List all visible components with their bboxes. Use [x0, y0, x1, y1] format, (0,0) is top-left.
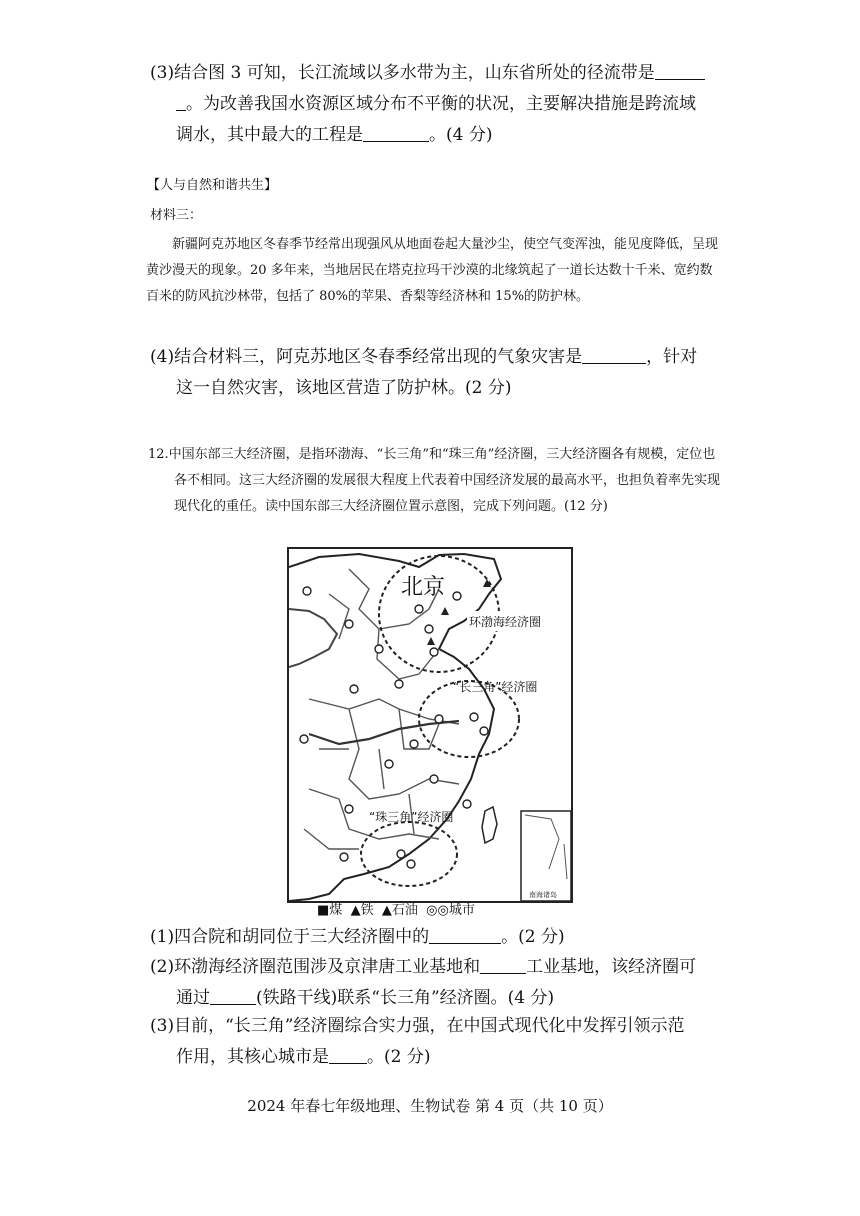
city-marker: [463, 800, 471, 808]
answer-blank-runoff-zone-cont: [176, 93, 186, 111]
q12-3-c: 。(2 分): [367, 1047, 431, 1067]
economic-circles-map: [287, 547, 573, 903]
city-marker: [410, 740, 418, 748]
yangtze-circle-label: “长三角”经济圈: [453, 680, 538, 694]
city-marker: [435, 715, 443, 723]
city-marker: [375, 645, 383, 653]
inset-label: 南海诸岛: [529, 891, 557, 899]
city-marker: [345, 805, 353, 813]
answer-blank-disaster[interactable]: [582, 346, 646, 364]
inset-box: [521, 811, 571, 901]
q11-4-c: 这一自然灾害，该地区营造了防护林。(2 分): [176, 378, 512, 398]
q12-2-c: 通过: [176, 988, 210, 1008]
legend-city: 城市: [448, 903, 475, 918]
iron-marker: [441, 607, 449, 615]
river: [309, 721, 459, 744]
city-icon: ◎◎: [426, 903, 449, 918]
iron-marker: [427, 637, 435, 645]
q11-3-line2: 。为改善我国水资源区域分布不平衡的状况，主要解决措施是跨流域: [186, 94, 696, 114]
q11-4-b: ，针对: [646, 347, 698, 367]
q11-3-line3a: 调水，其中最大的工程是: [176, 125, 363, 145]
coal-icon: ■: [317, 903, 330, 918]
pearl-circle-label: “珠三角”经济圈: [369, 810, 454, 824]
legend-oil: 石油: [391, 903, 418, 918]
q11-3-line3b: 。(4 分): [429, 125, 493, 145]
city-markers: [300, 587, 488, 868]
question-12-3: [150, 1011, 724, 1073]
material-3-text: 新疆阿克苏地区冬春季节经常出现强风从地面卷起大量沙尘，使空气变浑浊，能见度降低，呈现黄沙漫天的现象。20 多年来，当地居民在塔克拉玛干沙漠的北缘筑起了一道长达数十千米、宽约数百米的防风抗沙林带，包括了 80%的苹果、香梨等经济林和 15%的防护林。: [146, 237, 719, 304]
city-marker: [415, 605, 423, 613]
city-marker: [385, 760, 393, 768]
city-marker: [397, 850, 405, 858]
oil-icon: ▲: [381, 903, 392, 918]
answer-blank-circle[interactable]: [429, 926, 501, 944]
answer-blank-core-city[interactable]: [329, 1046, 367, 1064]
question-12-2: [150, 952, 724, 1014]
coastline: [289, 554, 501, 901]
city-marker: [425, 625, 433, 633]
material-3-heading: 材料三：: [150, 208, 203, 223]
bohai-circle-label: 环渤海经济圈: [469, 615, 542, 629]
answer-blank-runoff-zone[interactable]: [655, 62, 705, 80]
city-marker: [480, 727, 488, 735]
q12-1-a: (1)四合院和胡同位于三大经济圈中的: [150, 927, 430, 947]
q12-1-b: 。(2 分): [501, 927, 565, 947]
map-svg: [289, 549, 571, 901]
province-lines: [304, 569, 459, 849]
border-west: [289, 609, 337, 667]
answer-blank-water-project[interactable]: [363, 124, 429, 142]
city-marker: [430, 648, 438, 656]
question-12-stem: [148, 442, 722, 520]
city-marker: [350, 685, 358, 693]
legend-iron: 铁: [360, 903, 374, 918]
answer-blank-railway[interactable]: [210, 987, 256, 1005]
q12-2-a: (2)环渤海经济圈范围涉及京津唐工业基地和: [150, 957, 481, 977]
city-marker: [300, 735, 308, 743]
q12-3-a: (3)目前，“长三角”经济圈综合实力强，在中国式现代化中发挥引领示范: [150, 1016, 685, 1036]
page-footer: 2024 年春七年级地理、生物试卷 第 4 页（共 10 页）: [247, 1097, 613, 1115]
question-12-1: [150, 922, 724, 953]
answer-blank-industrial-base[interactable]: [480, 956, 526, 974]
beijing-label: 北京: [401, 575, 446, 600]
taiwan-island: [482, 807, 497, 843]
city-marker: [345, 620, 353, 628]
city-marker: [470, 713, 478, 721]
q12-2-b: 工业基地，该经济圈可: [526, 957, 697, 977]
question-11-4: [150, 342, 720, 404]
q12-2-d: (铁路干线)联系“长三角”经济圈。(4 分): [256, 988, 555, 1008]
q11-3-line1: (3)结合图 3 可知，长江流域以多水带为主，山东省所处的径流带是: [150, 63, 655, 83]
city-marker: [340, 853, 348, 861]
city-marker: [407, 860, 415, 868]
city-marker: [395, 680, 403, 688]
iron-icon: ▲: [350, 903, 361, 918]
q12-3-b: 作用，其核心城市是: [176, 1047, 329, 1067]
city-marker: [430, 775, 438, 783]
legend-coal: 煤: [329, 903, 343, 918]
q12-stem-text: 12.中国东部三大经济圈，是指环渤海、“长三角”和“珠三角”经济圈，三大经济圈各有规模，定位也各不相同。这三大经济圈的发展很大程度上代表着中国经济发展的最高水平，也担负着率先实现现代化的重任。读中国东部三大经济圈位置示意图，完成下列问题。(12 分): [148, 447, 721, 514]
map-legend: [317, 899, 475, 918]
section-title: 【人与自然和谐共生】: [147, 178, 278, 193]
question-11-3: [150, 58, 720, 151]
q11-4-a: (4)结合材料三，阿克苏地区冬春季经常出现的气象灾害是: [150, 347, 583, 367]
city-marker: [303, 587, 311, 595]
city-marker: [453, 592, 461, 600]
